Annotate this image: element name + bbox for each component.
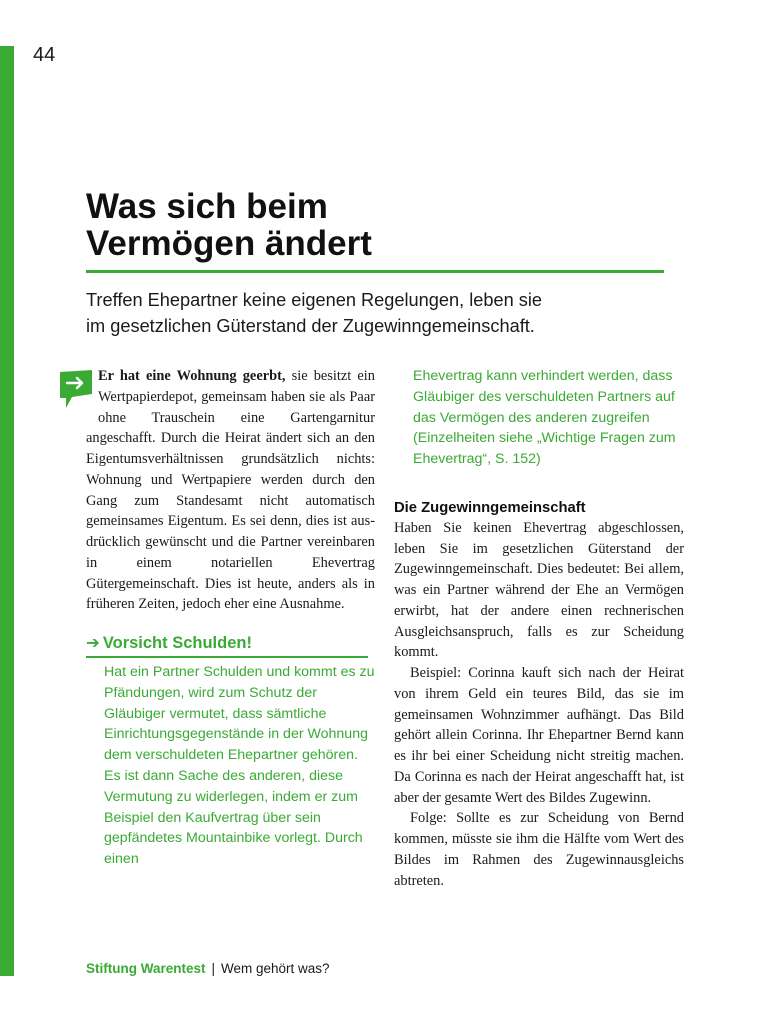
page-edge-bar — [0, 46, 14, 976]
tip-text: Hat ein Partner Schulden und kommt es zu Pfändungen, wird zum Schutz der Gläubiger vermutet, dass sämtliche Einrichtungsgegenstände in der Wohnung dem verschuldeten Ehepartner gehören. Es ist dann Sache des anderen, diese Vermutung zu widerlegen, indem er zum Beispiel den Kaufvertrag über sein gepfändetes Mountainbike vorlegt. Durch einen — [104, 664, 375, 868]
footer-book-title: Wem gehört was? — [221, 961, 330, 976]
tip-heading-label: Vorsicht Schulden! — [102, 634, 252, 652]
page-footer — [86, 961, 330, 976]
tip-heading-rule — [86, 656, 368, 658]
lead-bold-text: Er hat eine Wohnung geerbt, — [98, 368, 286, 384]
right-column — [394, 366, 684, 891]
intro-line-1: Treffen Ehepartner keine eigenen Regelungen, leben sie — [86, 290, 543, 310]
section-heading: Die Zugewinngemeinschaft — [394, 499, 586, 516]
paragraph-body: sie besitzt ein Wertpapierdepot, gemeinsam haben sie als Paar ohne Trauschein eine Gartengarnitur angeschafft. Durch die Heirat ändert sich an den Eigentumsverhältnissen grundsätzlich nichts: Wohnung und Wertpapiere werden durch den Gang zum Standesamt nicht automatisch gemeinsames Eigentum. Es sei denn, dies ist ausdrücklich gewünscht und die Partner vereinbaren in einem notariellen Ehevertrag Gütergemeinschaft. Dies ist heute, anders als in früheren Zeiten, jedoch eher eine Ausnahme. — [86, 368, 375, 613]
intro-line-2: im gesetzlichen Güterstand der Zugewinngemeinschaft. — [86, 316, 535, 336]
tip-heading — [86, 633, 375, 653]
title-line-2: Vermögen ändert — [86, 224, 372, 263]
body-paragraph: Beispiel: Corinna kauft sich nach der Heirat von ihrem Geld ein teures Bild, das sie im gemeinsamen Wohnzimmer aufhängt. Das Bild gehört allein Corinna. Ihr Ehepartner Bernd kann es ihr bei einer Scheidung nicht streitig machen. Da Corinna es nach der Heirat angeschafft hat, ist aber der gesamte Wert des Bildes Zugewinn. — [394, 665, 684, 806]
tip-arrow-icon: ➔ — [86, 634, 100, 652]
title-line-1: Was sich beim — [86, 187, 328, 226]
arrow-right-icon — [60, 370, 92, 410]
page-title — [86, 188, 686, 262]
footer-brand: Stiftung Warentest — [86, 961, 206, 976]
tip-text-continuation: Ehevertrag kann verhindert werden, dass Gläubiger des verschuldeten Partners auf das Vermögen des anderen zugreifen (Einzelheiten siehe „Wichtige Fragen zum Ehevertrag“, S. 152) — [413, 368, 676, 468]
footer-separator: | — [211, 961, 216, 976]
title-underline — [86, 270, 664, 273]
body-paragraph: Folge: Sollte es zur Scheidung von Bernd kommen, müsste sie ihm die Hälfte vom Wert des Bildes im Rahmen des Zugewinnausgleichs abtreten. — [394, 810, 684, 889]
inheritance-paragraph — [86, 366, 375, 615]
body-paragraph: Haben Sie keinen Ehevertrag abgeschlossen, leben Sie im gesetzlichen Güterstand der Zugewinngemeinschaft. Dies bedeutet: Bei allem, was ein Partner während der Ehe an Vermögen erwirbt, hat der andere einen rechnerischen Ausgleichsanspruch, falls es zur Scheidung kommt. — [394, 519, 684, 661]
tip-box — [86, 633, 375, 870]
page-number: 44 — [33, 44, 56, 66]
intro-text — [86, 287, 646, 339]
left-column — [86, 366, 375, 870]
